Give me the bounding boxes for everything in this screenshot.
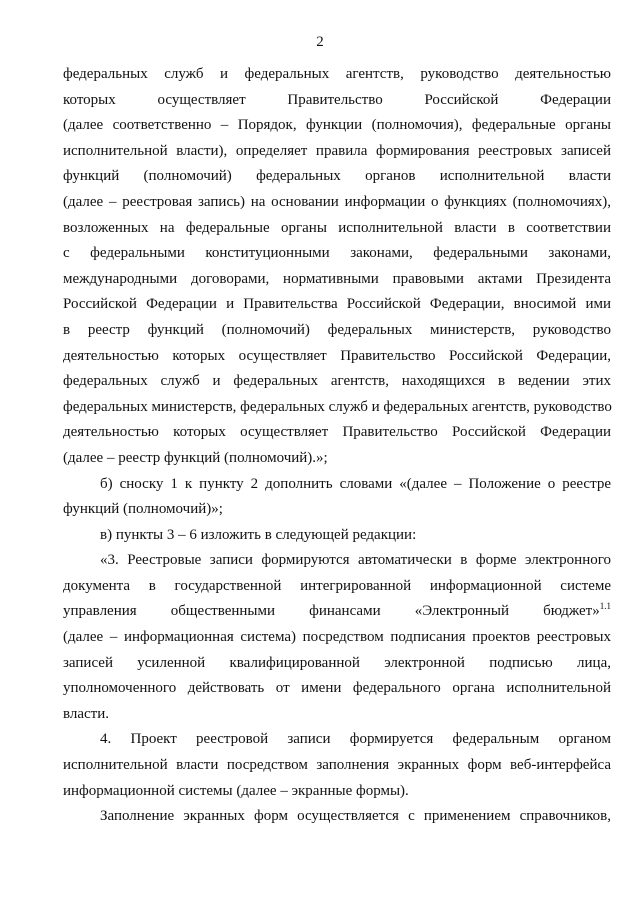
text-line: исполнительной власти посредством заполнения экранных форм веб-интерфейса (63, 757, 611, 774)
text-line: с федеральными конституционными законами, федеральными законами, (63, 245, 611, 262)
text-line: функций (полномочий)»; (63, 501, 223, 518)
text-line: документа в государственной интегрированной информационной системе (63, 577, 611, 594)
text-line-with-footnote (63, 599, 611, 625)
footnote-reference: 1.1 (599, 601, 611, 612)
text-line: деятельностью которых осуществляет Правительство Российской Федерации (63, 424, 611, 441)
text-line: власти. (63, 705, 110, 722)
document-body (63, 62, 611, 830)
page-number: 2 (316, 34, 324, 50)
paragraph-4 (63, 548, 611, 727)
text-line: федеральных служб и федеральных агентств, руководство деятельностью (63, 66, 611, 82)
text-line: международными договорами, нормативными правовыми актами Президента (63, 270, 611, 287)
text-line: 4. Проект реестровой записи формируется федеральным органом (100, 731, 611, 748)
text-line: функций (полномочий) федеральных органов исполнительной власти (63, 168, 611, 185)
text-line: федеральных служб и федеральных агентств, находящихся в ведении этих (63, 373, 611, 390)
text-line: (далее – реестровая запись) на основании информации о функциях (полномочиях), (63, 193, 611, 210)
paragraph-2 (63, 472, 611, 523)
text-line: исполнительной власти), определяет правила формирования реестровых записей (63, 142, 611, 159)
text-line: возложенных на федеральные органы исполнительной власти в соответствии (63, 219, 611, 236)
text-line: (далее соответственно – Порядок, функции (полномочия), федеральные органы (63, 117, 611, 134)
paragraph-5 (63, 727, 611, 804)
text-line: Заполнение экранных форм осуществляется с применением справочников, (100, 808, 611, 825)
text-line: Российской Федерации и Правительства Российской Федерации, вносимой ими (63, 296, 611, 313)
text-line: в) пункты 3 – 6 изложить в следующей редакции: (100, 526, 417, 543)
paragraph-1 (63, 62, 611, 472)
text-line: «3. Реестровые записи формируются автоматически в форме электронного (100, 552, 611, 569)
text-line: в реестр функций (полномочий) федеральных министерств, руководство (63, 321, 611, 338)
text-line-content: управления общественными финансами «Электронный бюджет» (63, 603, 600, 620)
text-line: информационной системы (далее – экранные формы). (63, 782, 409, 799)
text-line: (далее – информационная система) посредством подписания проектов реестровых (63, 629, 611, 646)
paragraph-6 (63, 804, 611, 830)
text-line: б) сноску 1 к пункту 2 дополнить словами «(далее – Положение о реестре (100, 475, 611, 492)
text-line: которых осуществляет Правительство Российской Федерации (63, 91, 611, 108)
text-line: (далее – реестр функций (полномочий).»; (63, 449, 328, 466)
paragraph-3 (63, 523, 611, 549)
text-line: деятельностью которых осуществляет Правительство Российской Федерации, (63, 347, 611, 364)
text-line: федеральных министерств, федеральных служб и федеральных агентств, руководство (63, 398, 612, 415)
text-line: записей усиленной квалифицированной электронной подписью лица, (63, 654, 611, 671)
text-line: уполномоченного действовать от имени федерального органа исполнительной (63, 680, 611, 697)
